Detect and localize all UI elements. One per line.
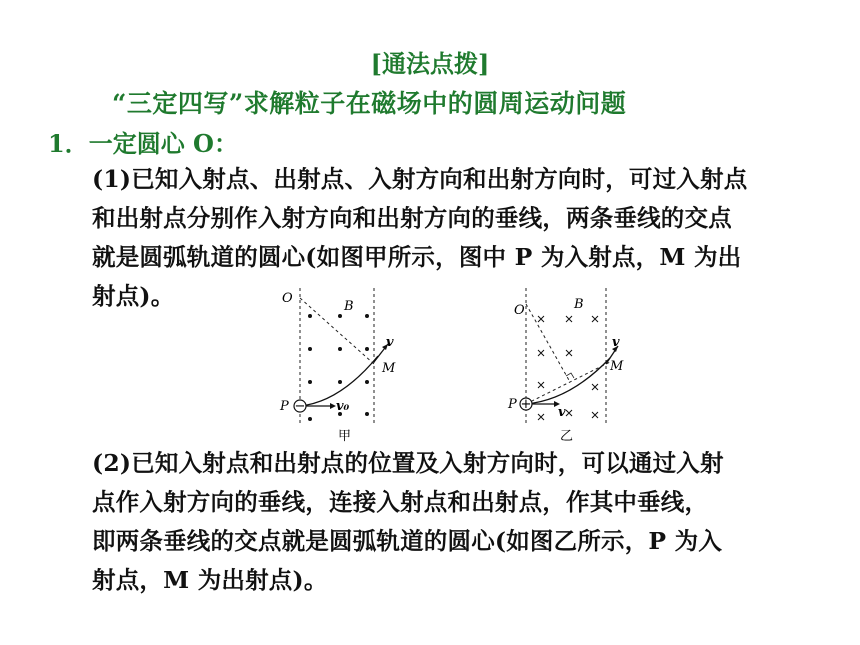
label-M: M — [610, 359, 624, 374]
magnetic-field-figures — [270, 284, 630, 446]
paragraph-2-line: 即两条垂线的交点就是圆弧轨道的圆心(如图乙所示，P 为入 — [92, 527, 723, 555]
paragraph-2 — [92, 444, 852, 600]
figure-right — [507, 288, 624, 444]
label-v: v — [386, 335, 394, 350]
caption-yi: 乙 — [560, 429, 574, 444]
perpendicular-bisector — [526, 304, 570, 382]
paragraph-1-line: 就是圆弧轨道的圆心(如图甲所示，图中 P 为入射点，M 为出 — [92, 243, 742, 271]
label-P: P — [508, 397, 517, 412]
label-v-out: v — [612, 335, 620, 350]
caption-jia: 甲 — [338, 429, 352, 444]
label-v0: v₀ — [336, 399, 350, 414]
charge-sign: − — [294, 399, 306, 414]
label-v-in: v — [558, 405, 566, 420]
label-O: O — [514, 303, 525, 318]
charge-sign: + — [520, 397, 532, 412]
paragraph-2-line: (2)已知入射点和出射点的位置及入射方向时，可以通过入射 — [92, 449, 724, 477]
paragraph-1-line: 和出射点分别作入射方向和出射方向的垂线，两条垂线的交点 — [92, 204, 732, 232]
label-B: B — [574, 297, 584, 312]
point-one-title: 1．一定圆心 O： — [48, 129, 238, 158]
label-M: M — [382, 361, 396, 376]
paragraph-2-line: 射点，M 为出射点)。 — [92, 566, 328, 594]
paragraph-1-line: (1)已知入射点、出射点、入射方向和出射方向时，可过入射点 — [92, 165, 748, 193]
label-O: O — [282, 291, 293, 306]
label-B: B — [344, 299, 354, 314]
section-heading: [通法点拨] — [370, 49, 490, 78]
paragraph-2-line: 点作入射方向的垂线，连接入射点和出射点，作其中垂线， — [92, 488, 709, 516]
radius-to-exit — [300, 298, 374, 364]
label-P: P — [280, 399, 289, 414]
trajectory-arc — [526, 358, 610, 404]
paragraph-1-line: 射点)。 — [92, 282, 175, 310]
figure-left — [279, 288, 396, 444]
topic-subtitle: “三定四写”求解粒子在磁场中的圆周运动问题 — [112, 89, 627, 118]
